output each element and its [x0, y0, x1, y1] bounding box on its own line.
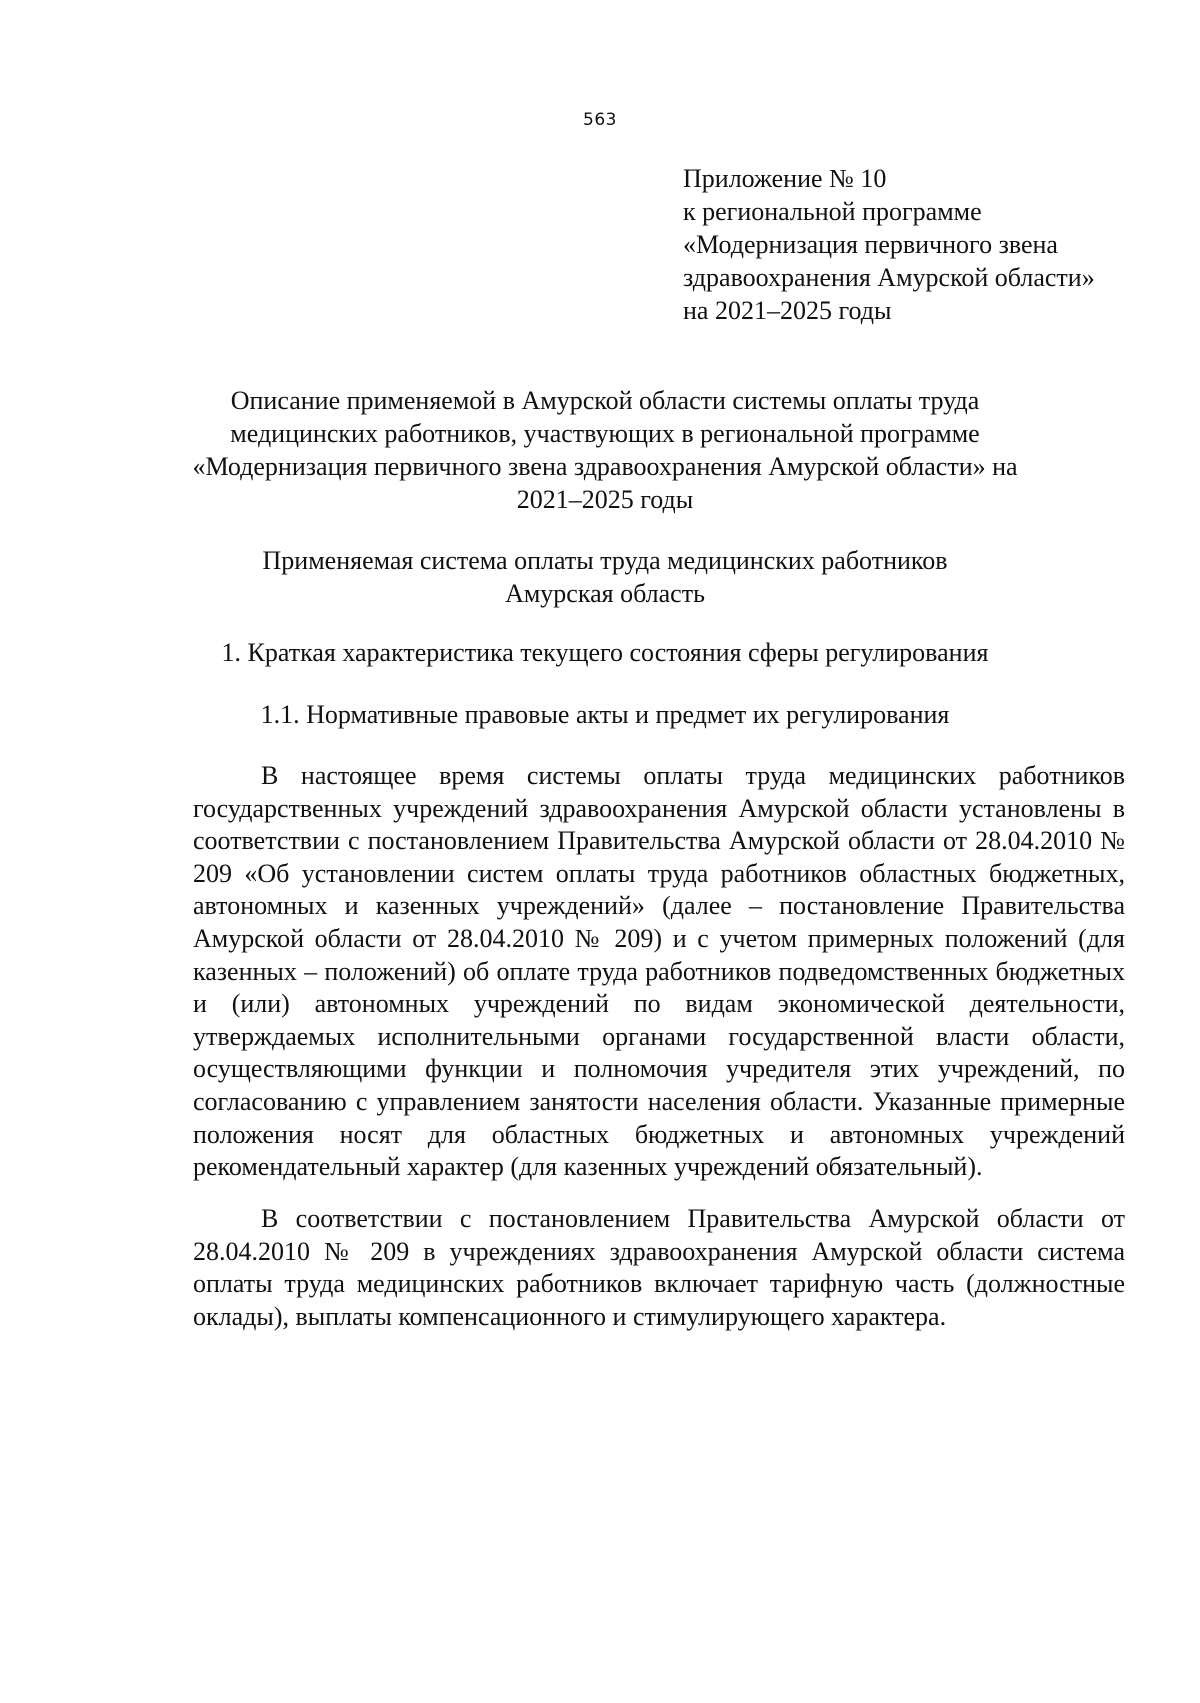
title-line: «Модернизация первичного звена здравоохранения Амурской области» на	[192, 452, 1018, 481]
document-title	[150, 384, 1060, 516]
appendix-reference	[683, 162, 1163, 327]
page-number: 563	[583, 110, 617, 130]
body-paragraph: В соответствии с постановлением Правительства Амурской области от 28.04.2010 № 209 в учреждениях здравоохранения Амурской области система оплаты труда медицинских работников включает тарифную часть (должностные оклады), выплаты компенсационного и стимулирующего характера.	[193, 1204, 1125, 1331]
appendix-line: здравоохранения Амурской области»	[683, 263, 1095, 292]
body-section	[193, 760, 1125, 1184]
title-line: медицинских работников, участвующих в региональной программе	[230, 419, 980, 448]
subsection-heading	[150, 698, 1060, 731]
system-heading-line: Применяемая система оплаты труда медицинских работников	[262, 546, 948, 575]
title-line: 2021–2025 годы	[516, 485, 694, 514]
system-heading	[150, 544, 1060, 610]
appendix-line: на 2021–2025 годы	[683, 296, 892, 325]
subsection-heading-text: 1.1. Нормативные правовые акты и предмет их регулирования	[260, 700, 950, 729]
appendix-line: Приложение № 10	[683, 164, 887, 193]
title-line: Описание применяемой в Амурской области системы оплаты труда	[230, 386, 980, 415]
body-section	[193, 1203, 1125, 1333]
section-heading-text: 1. Краткая характеристика текущего состояния сферы регулирования	[221, 638, 989, 667]
appendix-line: «Модернизация первичного звена	[683, 230, 1058, 259]
body-paragraph: В настоящее время системы оплаты труда медицинских работников государственных учреждений здравоохранения Амурской области установлены в соответствии с постановлением Правительства Амурской области от 28.04.2010 № 209 «Об установлении систем оплаты труда работников областных бюджетных, автономных и казенных учреждений» (далее – постановление Правительства Амурской области от 28.04.2010 № 209) и с учетом примерных положений (для казенных – положений) об оплате труда работников подведомственных бюджетных и (или) автономных учреждений по видам экономической деятельности, утверждаемых исполнительными органами государственной власти области, осуществляющими функции и полномочия учредителя этих учреждений, по согласованию с управлением занятости населения области. Указанные примерные положения носят для областных бюджетных и автономных учреждений рекомендательный характер (для казенных учреждений обязательный).	[193, 761, 1125, 1182]
section-heading	[150, 636, 1060, 669]
system-heading-line: Амурская область	[505, 579, 705, 608]
appendix-line: к региональной программе	[683, 197, 982, 226]
